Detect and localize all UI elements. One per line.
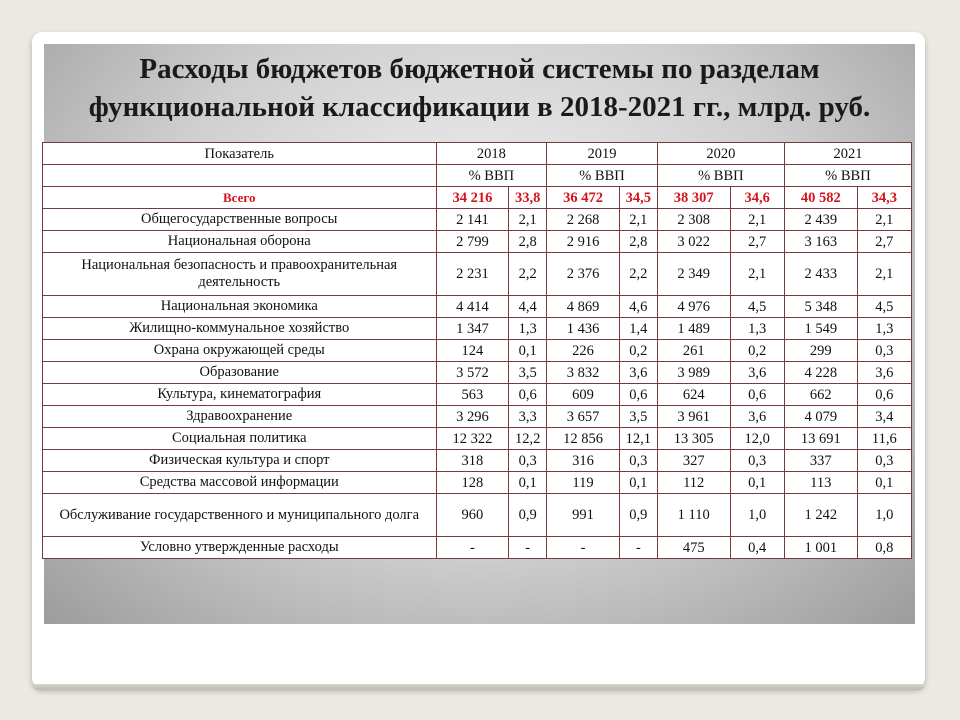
table-row bbox=[43, 318, 912, 340]
cell-gdp-percent: 3,4 bbox=[857, 406, 911, 428]
cell-gdp-percent: 2,1 bbox=[857, 253, 911, 296]
cell-value: 2 433 bbox=[784, 253, 857, 296]
table-row bbox=[43, 406, 912, 428]
cell-gdp-percent: 0,6 bbox=[857, 384, 911, 406]
cell-value: 12 322 bbox=[436, 428, 509, 450]
slide-bottom-edge bbox=[32, 684, 925, 690]
cell-value: 3 961 bbox=[657, 406, 730, 428]
cell-value: 13 305 bbox=[657, 428, 730, 450]
slide-title bbox=[44, 50, 915, 126]
cell-gdp-percent: 0,3 bbox=[619, 450, 657, 472]
header-year: 2019 bbox=[547, 143, 658, 165]
cell-gdp-percent: 3,6 bbox=[619, 362, 657, 384]
cell-value: 1 549 bbox=[784, 318, 857, 340]
table-row-total bbox=[43, 187, 912, 209]
table-row bbox=[43, 472, 912, 494]
cell-value: 563 bbox=[436, 384, 509, 406]
cell-value: 2 439 bbox=[784, 209, 857, 231]
cell-gdp-percent: 0,6 bbox=[730, 384, 784, 406]
cell-value: 3 022 bbox=[657, 231, 730, 253]
cell-gdp-percent: 2,1 bbox=[857, 209, 911, 231]
cell-gdp-percent: 0,9 bbox=[619, 494, 657, 537]
cell-gdp-percent: 4,5 bbox=[857, 296, 911, 318]
cell-value: 124 bbox=[436, 340, 509, 362]
cell-gdp-percent: 2,8 bbox=[509, 231, 547, 253]
cell-value: 13 691 bbox=[784, 428, 857, 450]
row-label: Обслуживание государственного и муниципального долга bbox=[43, 494, 437, 537]
header-empty bbox=[43, 165, 437, 187]
row-label: Охрана окружающей среды bbox=[43, 340, 437, 362]
cell-value: 261 bbox=[657, 340, 730, 362]
cell-gdp-percent: 2,8 bbox=[619, 231, 657, 253]
cell-value: 36 472 bbox=[547, 187, 620, 209]
cell-value: 318 bbox=[436, 450, 509, 472]
row-label: Образование bbox=[43, 362, 437, 384]
cell-value: 2 349 bbox=[657, 253, 730, 296]
row-label: Культура, кинематография bbox=[43, 384, 437, 406]
cell-gdp-percent: 4,5 bbox=[730, 296, 784, 318]
table-row bbox=[43, 253, 912, 296]
table-row bbox=[43, 296, 912, 318]
cell-value: 1 242 bbox=[784, 494, 857, 537]
row-label: Национальная экономика bbox=[43, 296, 437, 318]
row-label: Здравоохранение bbox=[43, 406, 437, 428]
cell-value: 119 bbox=[547, 472, 620, 494]
cell-gdp-percent: 3,5 bbox=[509, 362, 547, 384]
row-label: Всего bbox=[43, 187, 437, 209]
header-row-gdp bbox=[43, 165, 912, 187]
cell-gdp-percent: 1,0 bbox=[730, 494, 784, 537]
cell-gdp-percent: 3,5 bbox=[619, 406, 657, 428]
title-line-1: Расходы бюджетов бюджетной системы по разделам bbox=[139, 53, 820, 85]
cell-value: 112 bbox=[657, 472, 730, 494]
header-indicator: Показатель bbox=[43, 143, 437, 165]
cell-value: 2 376 bbox=[547, 253, 620, 296]
cell-gdp-percent: 0,3 bbox=[509, 450, 547, 472]
header-year: 2018 bbox=[436, 143, 547, 165]
header-gdp: % ВВП bbox=[784, 165, 911, 187]
row-label: Физическая культура и спорт bbox=[43, 450, 437, 472]
cell-value: 3 989 bbox=[657, 362, 730, 384]
cell-gdp-percent: 12,2 bbox=[509, 428, 547, 450]
title-line-2: функциональной классификации в 2018-2021 гг., млрд. руб. bbox=[88, 91, 871, 123]
cell-gdp-percent: 3,6 bbox=[730, 406, 784, 428]
cell-value: 2 308 bbox=[657, 209, 730, 231]
cell-gdp-percent: 2,1 bbox=[619, 209, 657, 231]
cell-value: 5 348 bbox=[784, 296, 857, 318]
cell-gdp-percent: 0,6 bbox=[509, 384, 547, 406]
cell-gdp-percent: 1,4 bbox=[619, 318, 657, 340]
cell-gdp-percent: 0,4 bbox=[730, 537, 784, 559]
cell-gdp-percent: 34,6 bbox=[730, 187, 784, 209]
cell-gdp-percent: 0,2 bbox=[619, 340, 657, 362]
cell-value: - bbox=[547, 537, 620, 559]
table-row bbox=[43, 450, 912, 472]
cell-value: 113 bbox=[784, 472, 857, 494]
cell-value: 3 832 bbox=[547, 362, 620, 384]
cell-value: 12 856 bbox=[547, 428, 620, 450]
row-label: Жилищно-коммунальное хозяйство bbox=[43, 318, 437, 340]
cell-gdp-percent: - bbox=[619, 537, 657, 559]
cell-value: 609 bbox=[547, 384, 620, 406]
cell-value: 316 bbox=[547, 450, 620, 472]
cell-gdp-percent: 2,2 bbox=[619, 253, 657, 296]
header-row-years bbox=[43, 143, 912, 165]
cell-gdp-percent: 1,3 bbox=[857, 318, 911, 340]
cell-value: 299 bbox=[784, 340, 857, 362]
cell-value: 475 bbox=[657, 537, 730, 559]
cell-value: 128 bbox=[436, 472, 509, 494]
cell-gdp-percent: 0,3 bbox=[857, 340, 911, 362]
cell-value: - bbox=[436, 537, 509, 559]
cell-gdp-percent: 0,1 bbox=[857, 472, 911, 494]
cell-gdp-percent: 3,3 bbox=[509, 406, 547, 428]
cell-value: 1 001 bbox=[784, 537, 857, 559]
cell-value: 1 436 bbox=[547, 318, 620, 340]
row-label: Условно утвержденные расходы bbox=[43, 537, 437, 559]
cell-gdp-percent: 0,1 bbox=[509, 472, 547, 494]
cell-value: 226 bbox=[547, 340, 620, 362]
cell-gdp-percent: 0,1 bbox=[619, 472, 657, 494]
cell-value: 3 163 bbox=[784, 231, 857, 253]
cell-value: 624 bbox=[657, 384, 730, 406]
cell-value: 991 bbox=[547, 494, 620, 537]
header-gdp: % ВВП bbox=[436, 165, 547, 187]
cell-value: 3 296 bbox=[436, 406, 509, 428]
cell-gdp-percent: 4,6 bbox=[619, 296, 657, 318]
cell-gdp-percent: 12,0 bbox=[730, 428, 784, 450]
cell-gdp-percent: 4,4 bbox=[509, 296, 547, 318]
row-label: Общегосударственные вопросы bbox=[43, 209, 437, 231]
cell-gdp-percent: 0,2 bbox=[730, 340, 784, 362]
cell-value: 2 268 bbox=[547, 209, 620, 231]
table-row bbox=[43, 494, 912, 537]
cell-gdp-percent: 0,1 bbox=[509, 340, 547, 362]
cell-value: 3 657 bbox=[547, 406, 620, 428]
cell-gdp-percent: 2,1 bbox=[730, 253, 784, 296]
cell-value: 2 231 bbox=[436, 253, 509, 296]
cell-value: 3 572 bbox=[436, 362, 509, 384]
cell-gdp-percent: 0,9 bbox=[509, 494, 547, 537]
header-year: 2020 bbox=[657, 143, 784, 165]
cell-value: 40 582 bbox=[784, 187, 857, 209]
cell-gdp-percent: 1,3 bbox=[730, 318, 784, 340]
table-row bbox=[43, 209, 912, 231]
cell-gdp-percent: 34,5 bbox=[619, 187, 657, 209]
header-gdp: % ВВП bbox=[657, 165, 784, 187]
row-label: Национальная безопасность и правоохранительная деятельность bbox=[43, 253, 437, 296]
table-row bbox=[43, 428, 912, 450]
table-row bbox=[43, 384, 912, 406]
cell-value: 2 799 bbox=[436, 231, 509, 253]
cell-value: 1 489 bbox=[657, 318, 730, 340]
cell-gdp-percent: 34,3 bbox=[857, 187, 911, 209]
cell-gdp-percent: 0,3 bbox=[730, 450, 784, 472]
cell-gdp-percent: 1,0 bbox=[857, 494, 911, 537]
cell-gdp-percent: - bbox=[509, 537, 547, 559]
cell-gdp-percent: 2,1 bbox=[730, 209, 784, 231]
cell-gdp-percent: 11,6 bbox=[857, 428, 911, 450]
cell-value: 2 141 bbox=[436, 209, 509, 231]
cell-gdp-percent: 2,7 bbox=[857, 231, 911, 253]
cell-gdp-percent: 0,3 bbox=[857, 450, 911, 472]
row-label: Средства массовой информации bbox=[43, 472, 437, 494]
cell-value: 4 414 bbox=[436, 296, 509, 318]
cell-gdp-percent: 0,6 bbox=[619, 384, 657, 406]
cell-value: 38 307 bbox=[657, 187, 730, 209]
cell-value: 1 110 bbox=[657, 494, 730, 537]
row-label: Социальная политика bbox=[43, 428, 437, 450]
cell-gdp-percent: 2,1 bbox=[509, 209, 547, 231]
cell-value: 960 bbox=[436, 494, 509, 537]
cell-gdp-percent: 12,1 bbox=[619, 428, 657, 450]
cell-value: 4 869 bbox=[547, 296, 620, 318]
cell-gdp-percent: 3,6 bbox=[857, 362, 911, 384]
cell-value: 327 bbox=[657, 450, 730, 472]
cell-gdp-percent: 3,6 bbox=[730, 362, 784, 384]
cell-gdp-percent: 2,2 bbox=[509, 253, 547, 296]
cell-gdp-percent: 0,1 bbox=[730, 472, 784, 494]
cell-gdp-percent: 33,8 bbox=[509, 187, 547, 209]
cell-value: 1 347 bbox=[436, 318, 509, 340]
table-row bbox=[43, 231, 912, 253]
table-row bbox=[43, 340, 912, 362]
cell-value: 34 216 bbox=[436, 187, 509, 209]
table-row bbox=[43, 537, 912, 559]
cell-gdp-percent: 0,8 bbox=[857, 537, 911, 559]
header-gdp: % ВВП bbox=[547, 165, 658, 187]
budget-table bbox=[42, 142, 912, 559]
table-row bbox=[43, 362, 912, 384]
row-label: Национальная оборона bbox=[43, 231, 437, 253]
cell-value: 337 bbox=[784, 450, 857, 472]
header-year: 2021 bbox=[784, 143, 911, 165]
cell-value: 4 228 bbox=[784, 362, 857, 384]
cell-gdp-percent: 2,7 bbox=[730, 231, 784, 253]
cell-value: 4 079 bbox=[784, 406, 857, 428]
cell-value: 4 976 bbox=[657, 296, 730, 318]
cell-value: 662 bbox=[784, 384, 857, 406]
cell-value: 2 916 bbox=[547, 231, 620, 253]
cell-gdp-percent: 1,3 bbox=[509, 318, 547, 340]
